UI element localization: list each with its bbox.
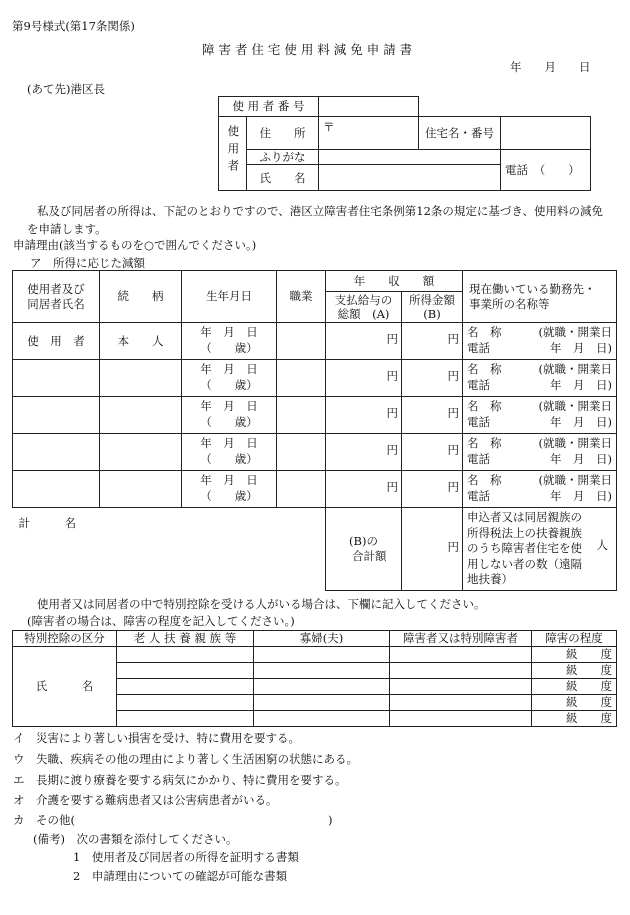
row-job[interactable]	[277, 323, 326, 360]
col-income-header: 所得金額 (B)	[402, 292, 463, 323]
row-salary[interactable]: 円	[326, 471, 402, 508]
special-note-1: 使用者又は同居者の中で特別控除を受ける人がいる場合は、下欄に記入してください。	[37, 597, 486, 611]
grade-cell[interactable]: 級 度	[532, 695, 617, 711]
address-label: 住 所	[247, 117, 319, 150]
user-vertical-label: 使用者	[219, 117, 247, 191]
form-title: 障 害 者 住 宅 使 用 料 減 免 申 請 書	[202, 42, 413, 57]
grade-cell[interactable]: 級 度	[532, 711, 617, 727]
row-job[interactable]	[277, 397, 326, 434]
row-salary[interactable]: 円	[326, 323, 402, 360]
applicant-table	[218, 96, 591, 191]
row-income[interactable]: 円	[402, 360, 463, 397]
row-workplace[interactable]: 名 称 (就職・開業日 電話 年 月 日)	[463, 360, 617, 397]
form-number: 第9号様式(第17条関係)	[12, 19, 135, 33]
reason-heading: 申請理由(該当するものを○で囲んでください。)	[13, 238, 257, 252]
col-relation-header: 続 柄	[100, 271, 182, 323]
reason-i: イ 災害により著しい損害を受け、特に費用を要する。	[13, 731, 301, 745]
persons-unit: 人	[596, 538, 608, 552]
col-salary-header: 支払給与の 総額 (A)	[326, 292, 402, 323]
phone-field[interactable]: 電話 （ ）	[501, 150, 591, 191]
name-label: 氏 名	[247, 165, 319, 191]
remarks-item-1: 1 使用者及び同居者の所得を証明する書類	[73, 850, 299, 864]
special-header-disabled: 障害者又は特別障害者	[390, 631, 532, 647]
col-annual-header: 年 収 額	[326, 271, 463, 292]
row-workplace[interactable]: 名 称 (就職・開業日 電話 年 月 日)	[463, 397, 617, 434]
total-label: 計 名	[18, 516, 76, 530]
row-relation[interactable]	[100, 471, 182, 508]
special-name-label: 氏 名	[13, 647, 117, 727]
total-b-label: (B)の 合計額	[326, 508, 402, 591]
table-row	[13, 323, 617, 360]
row-name[interactable]	[13, 360, 100, 397]
row-workplace[interactable]: 名 称 (就職・開業日 電話 年 月 日)	[463, 471, 617, 508]
reason-a: ア 所得に応じた減額	[30, 256, 145, 270]
table-row	[13, 397, 617, 434]
grade-cell[interactable]: 級 度	[532, 679, 617, 695]
row-workplace[interactable]: 名 称 (就職・開業日 電話 年 月 日)	[463, 323, 617, 360]
table-row	[13, 360, 617, 397]
row-job[interactable]	[277, 360, 326, 397]
income-table	[12, 270, 617, 591]
dependents-cell[interactable]	[463, 508, 617, 591]
special-header-category: 特別控除の区分	[13, 631, 117, 647]
reason-u: ウ 失職、疾病その他の理由により著しく生活困窮の状態にある。	[13, 752, 358, 766]
remarks-item-2: 2 申請理由についての確認が可能な書類	[73, 869, 288, 883]
row-income[interactable]: 円	[402, 397, 463, 434]
row-relation[interactable]	[100, 434, 182, 471]
row-relation[interactable]: 本 人	[100, 323, 182, 360]
special-header-elderly: 老 人 扶 養 親 族 等	[117, 631, 254, 647]
row-name[interactable]	[13, 471, 100, 508]
furigana-label: ふりがな	[247, 150, 319, 165]
reason-o: オ 介護を要する難病患者又は公害病患者がいる。	[13, 793, 278, 807]
row-birth[interactable]: 年 月 日 （ 歳）	[182, 360, 277, 397]
col-job-header: 職業	[277, 271, 326, 323]
row-birth[interactable]: 年 月 日 （ 歳）	[182, 471, 277, 508]
dependents-note: 申込者又は同居親族の所得税法上の扶養親族のうち障害者住宅を使用しない者の数（遠隔地扶養）	[467, 510, 582, 587]
row-birth[interactable]: 年 月 日 （ 歳）	[182, 434, 277, 471]
row-salary[interactable]: 円	[326, 397, 402, 434]
special-note-2: (障害者の場合は、障害の程度を記入してください。)	[27, 614, 295, 628]
row-name[interactable]	[13, 397, 100, 434]
table-row	[13, 434, 617, 471]
row-income[interactable]: 円	[402, 323, 463, 360]
remarks-label: (備考) 次の書類を添付してください。	[33, 832, 238, 846]
row-salary[interactable]: 円	[326, 360, 402, 397]
special-header-grade: 障害の程度	[532, 631, 617, 647]
row-income[interactable]: 円	[402, 471, 463, 508]
row-job[interactable]	[277, 434, 326, 471]
special-header-widow: 寡婦(夫)	[254, 631, 390, 647]
row-birth[interactable]: 年 月 日 （ 歳）	[182, 397, 277, 434]
row-birth[interactable]: 年 月 日 （ 歳）	[182, 323, 277, 360]
col-workplace-header: 現在働いている勤務先・ 事業所の名称等	[463, 271, 617, 323]
special-table	[12, 630, 617, 727]
housing-field[interactable]	[501, 117, 591, 150]
total-row	[13, 508, 617, 591]
housing-label: 住宅名・番号	[419, 117, 501, 150]
address-field[interactable]	[319, 117, 419, 150]
user-number-field[interactable]	[319, 97, 419, 117]
grade-cell[interactable]: 級 度	[532, 647, 617, 663]
row-salary[interactable]: 円	[326, 434, 402, 471]
row-name[interactable]	[13, 434, 100, 471]
total-b-field[interactable]: 円	[402, 508, 463, 591]
row-relation[interactable]	[100, 397, 182, 434]
date-line: 年 月 日	[510, 60, 591, 74]
row-relation[interactable]	[100, 360, 182, 397]
reason-e: エ 長期に渡り療養を要する病気にかかり、特に費用を要する。	[13, 773, 347, 787]
col-name-header: 使用者及び 同居者氏名	[13, 271, 100, 323]
row-income[interactable]: 円	[402, 434, 463, 471]
row-job[interactable]	[277, 471, 326, 508]
col-birth-header: 生年月日	[182, 271, 277, 323]
grade-cell[interactable]: 級 度	[532, 663, 617, 679]
addressee: (あて先)港区長	[27, 82, 105, 96]
reason-ka: カ その他( )	[13, 813, 333, 827]
intro-text: 私及び同居者の所得は、下記のとおりですので、港区立障害者住宅条例第12条の規定に基づき、使用料の減免を申請します。	[27, 204, 603, 237]
postal-mark: 〒	[323, 120, 335, 134]
table-row	[13, 471, 617, 508]
furigana-field[interactable]	[319, 150, 501, 165]
row-workplace[interactable]: 名 称 (就職・開業日 電話 年 月 日)	[463, 434, 617, 471]
user-number-label: 使 用 者 番 号	[219, 97, 319, 117]
row-name[interactable]: 使 用 者	[13, 323, 100, 360]
name-field[interactable]	[319, 165, 501, 191]
